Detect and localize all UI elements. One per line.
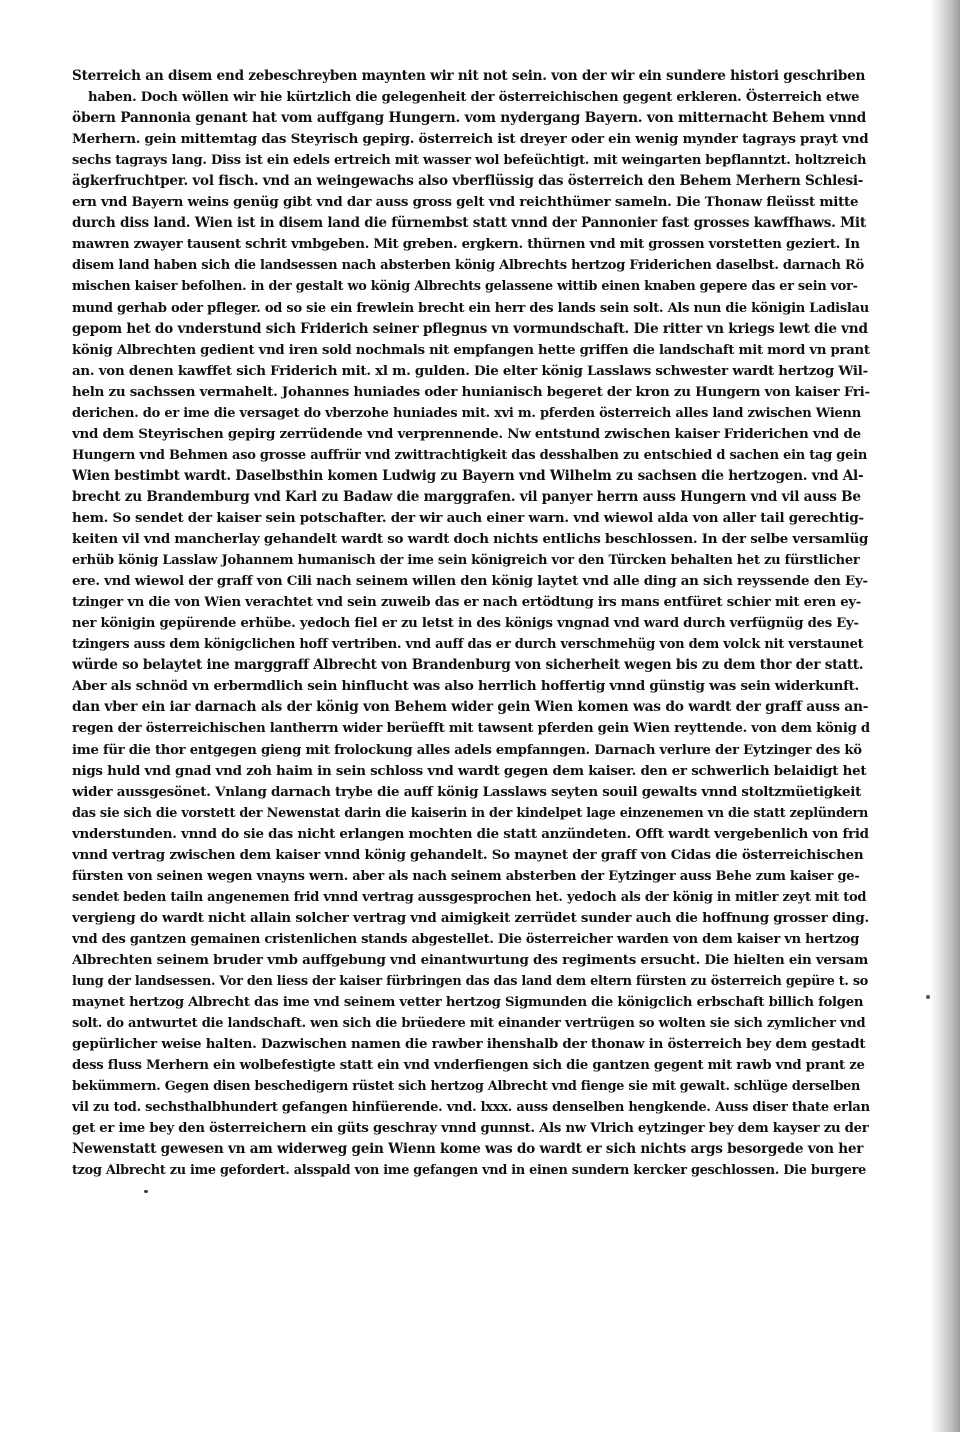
text-line: dan vber ein iar darnach als der könig von Behem wider gein Wien komen was do wardt der graff auss an- bbox=[72, 699, 869, 716]
text-line: das sie sich die vorstett der Newenstat darin die kaiserin in der kindelpet lage einzenemen vn die statt zeplündern bbox=[72, 805, 869, 821]
text-line: brecht zu Brandemburg vnd Karl zu Badaw die marggrafen. vil panyer herrn auss Hungern vnd vil auss Be bbox=[72, 488, 861, 505]
text-line: an. von denen kawffet sich Friderich mit. xl m. gulden. Die elter könig Lasslaws schwester wardt hertzog Wil- bbox=[72, 362, 868, 379]
text-line: fürsten von seinen wegen vnayns wern. aber als nach seinem absterben der Eytzinger auss Behe zum kaiser ge- bbox=[72, 868, 860, 884]
text-line: Hungern vnd Behmen aso grosse auffrür vnd zwittrachtigkeit das desshalben zu entschied d sachen ein tag gein bbox=[72, 447, 868, 463]
text-line: sendet beden tailn angenemen frid vnnd vertrag aussgesprochen het. yedoch als der könig in mitler zeyt mit tod bbox=[72, 889, 867, 905]
ink-speck bbox=[926, 995, 930, 999]
text-line: mund gerhab oder pfleger. od so sie ein frewlein brecht ein herr des lands sein solt. Als nun die königin Ladislau bbox=[72, 300, 869, 316]
text-line: ägkerfruchtper. vol fisch. vnd an weingewachs also vberflüssig das österreich den Behem Merhern Schlesi- bbox=[72, 173, 864, 190]
page-edge-shadow bbox=[930, 0, 960, 1432]
text-line: gepom het do vnderstund sich Friderich seiner pflegnus vn vormundschaft. Die ritter vn kriegs lewt die vnd bbox=[72, 320, 868, 337]
text-line: Aber als schnöd vn erbermdlich sein hinflucht was also herrlich hoffertig vnnd günstig was sein widerkunft. bbox=[72, 678, 859, 695]
text-line: ner königin gepürende erhübe. yedoch fiel er zu letst in des königs vngnad vnd ward durch verfügnüg des Ey- bbox=[72, 616, 859, 632]
text-line: get er ime bey den österreichern ein güts geschray vnnd gunnst. Als nw Vlrich eytzinger bey dem kayser zu der bbox=[72, 1121, 869, 1137]
text-line: würde so belaytet ine marggraff Albrecht von Brandenburg von sicherheit wegen bis zu dem thor der statt. bbox=[72, 657, 864, 674]
text-line: öbern Pannonia genant hat vom auffgang Hungern. vom nydergang Bayern. von mitternacht Behem vnnd bbox=[72, 110, 867, 127]
text-line: Sterreich an disem end zebeschreyben maynten wir nit not sein. von der wir ein sundere histori geschriben bbox=[72, 68, 866, 84]
text-line: maynet hertzog Albrecht das ime vnd seinem vetter hertzog Sigmunden die königclich erbschaft billich folgen bbox=[72, 995, 864, 1011]
text-line: vnd des gantzen gemainen cristenlichen stands abgestellet. Die österreicher warden von dem kaiser vn hertzog bbox=[72, 931, 860, 947]
text-line: vnderstunden. vnnd do sie das nicht erlangen mochten die statt anzündeten. Offt wardt vergebenlich von frid bbox=[72, 825, 869, 842]
text-line: gepürlicher weise halten. Dazwischen namen die rawber ihenshalb der thonaw in österreich bey dem gestadt bbox=[72, 1036, 866, 1053]
text-line: solt. do antwurtet die landschaft. wen sich die brüedere mit einander vertrügen so wolten sie sich zymlicher vnd bbox=[72, 1016, 866, 1032]
text-line: vnnd vertrag zwischen dem kaiser vnnd könig gehandelt. So maynet der graff von Cidas die österreichischen bbox=[72, 846, 864, 863]
text-line: vil zu tod. sechsthalbhundert gefangen hinfüerende. vnd. lxxx. auss denselben hengkende. Auss diser thate erlan bbox=[72, 1100, 870, 1116]
text-line: erhüb könig Lasslaw Johannem humanisch der ime sein königreich vor den Türcken behalten het zu fürstlicher bbox=[72, 553, 860, 569]
text-line: dess fluss Merhern ein wolbefestigte statt ein vnd vnderfiengen sich die gantzen gegent mit rawb vnd prant ze bbox=[72, 1058, 865, 1074]
text-line: Merhern. gein mittemtag das Steyrisch gepirg. österreich ist dreyer oder ein wenig mynder tagrays prayt vnd bbox=[72, 131, 869, 148]
text-line: mischen kaiser befolhen. in der gestalt wo könig Albrechts gelassene wittib einen knaben gepere das er sein vor- bbox=[72, 279, 858, 295]
text-line: Wien bestimbt wardt. Daselbsthin komen Ludwig zu Bayern vnd Wilhelm zu sachsen die hertzogen. vnd Al- bbox=[72, 467, 864, 484]
text-line: durch diss land. Wien ist in disem land die fürnembst statt vnnd der Pannonier fast grosses kawffhaws. Mit bbox=[72, 215, 866, 232]
text-line: ern vnd Bayern weins genüg gibt vnd dar auss gross gelt vnd reichthümer sameln. Die Thonaw fleüsst mitte bbox=[72, 194, 859, 211]
text-line: haben. Doch wöllen wir hie kürtzlich die gelegenheit der österreichischen gegent erkleren. Österreich etwe bbox=[88, 90, 860, 106]
text-line: sechs tagrays lang. Diss ist ein edels ertreich mit wasser wol befeüchtigt. mit weingarten bepflanntzt. holtzreich bbox=[72, 153, 867, 169]
text-line: regen der österreichischen lantherrn wider berüefft mit tawsent pferden gein Wien reyttende. von dem könig d bbox=[72, 721, 870, 737]
text-line: bekümmern. Gegen disen beschedigern rüstet sich hertzog Albrecht vnd fienge sie mit gewalt. schlüge derselben bbox=[72, 1079, 861, 1095]
text-line: tzog Albrecht zu ime gefordert. alsspald von ime gefangen vnd in einen sundern kercker geschlossen. Die burgere bbox=[72, 1163, 867, 1179]
text-line: vergieng do wardt nicht allain solcher vertrag vnd aimigkeit zerrüdet sunder auch die hoffnung grosser ding. bbox=[72, 909, 869, 926]
body-text bbox=[72, 66, 870, 1181]
text-line: ime für die thor entgegen gieng mit frolockung alles adels empfanngen. Darnach verlure der Eytzinger des kö bbox=[72, 742, 862, 758]
text-line: lung der landsessen. Vor den liess der kaiser fürbringen das das land dem eltern fürsten zu österreich gepüre t. so bbox=[72, 974, 869, 990]
text-line: heln zu sachssen vermahelt. Johannes huniades oder hunianisch begeret der kron zu Hungern von kaiser Fri- bbox=[72, 383, 870, 400]
text-line: wider aussgesönet. Vnlang darnach trybe die auff könig Lasslaws seyten souil gewalts vnnd stoltzmüetigkeit bbox=[72, 783, 862, 800]
text-line: tzinger vn die von Wien verachtet vnd sein zuweib das er nach ertödtung irs mans entfüret schier mit eren ey- bbox=[72, 595, 862, 611]
text-line: nigs huld vnd gnad vnd zoh haim in sein schloss vnd wardt gegen dem kaiser. den er schwerlich belaidigt het bbox=[72, 762, 867, 779]
text-line: mawren zwayer tausent schrit vmbgeben. Mit greben. ergkern. thürnen vnd mit grossen vorstetten geziert. In bbox=[72, 237, 860, 253]
text-line: vnd dem Steyrischen gepirg zerrüdende vnd verprennende. Nw entstund zwischen kaiser Friderichen vnd de bbox=[72, 425, 861, 442]
text-line: disem land haben sich die landsessen nach absterben könig Albrechts hertzog Friderichen daselbst. darnach Rö bbox=[72, 258, 865, 274]
text-line: Albrechten seinem bruder vmb auffgebung vnd einantwurtung des regiments ersucht. Die hielten ein versam bbox=[72, 951, 869, 968]
ink-speck bbox=[144, 1190, 148, 1193]
text-line: tzingers auss dem königclichen hoff vertriben. vnd auff das er durch verschmehüg von dem volck nit verstaunet bbox=[72, 637, 864, 653]
text-line: derichen. do er ime die versaget do vberzohe huniades mit. xvi m. pferden österreich alles land zwischen Wienn bbox=[72, 405, 861, 421]
text-line: ere. vnd wiewol der graff von Cili nach seinem willen den könig laytet vnd alle ding an sich reyssende den Ey- bbox=[72, 573, 868, 590]
text-line: Newenstatt gewesen vn am widerweg gein Wienn kome was do wardt er sich nichts args besorgede von her bbox=[72, 1141, 864, 1158]
text-line: keiten vil vnd mancherlay gehandelt wardt so wardt doch nichts entlichs beschlossen. In der selbe versamlüg bbox=[72, 531, 869, 548]
text-line: hem. So sendet der kaiser sein potschafter. der wir auch einer warn. vnd wiewol alda von aller tail gerechtig- bbox=[72, 509, 864, 526]
text-line: könig Albrechten gedient vnd iren sold nochmals nit empfangen hette griffen die landschaft mit mord vn prant bbox=[72, 342, 870, 358]
